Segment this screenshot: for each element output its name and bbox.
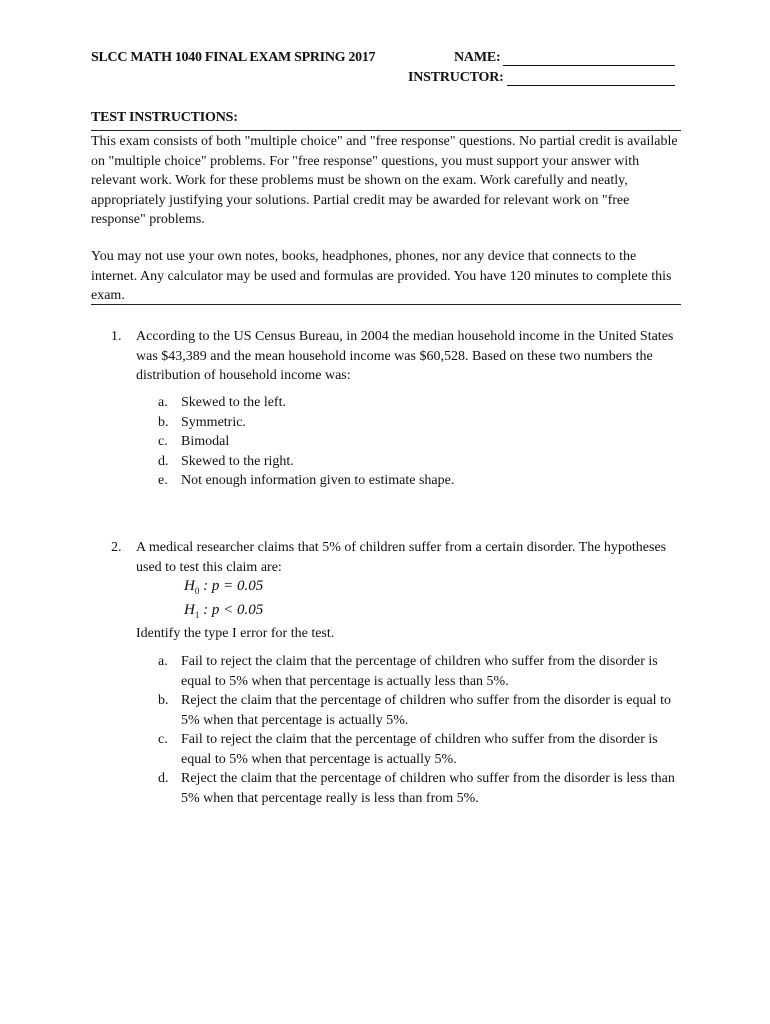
option-letter: c. bbox=[158, 732, 168, 747]
instructions-paragraph: You may not use your own notes, books, headphones, phones, nor any device that connects to the internet. Any calculator may be used and formulas are provided. You have 120 minutes to complete this exam. bbox=[91, 249, 672, 303]
option-letter: d. bbox=[158, 453, 169, 469]
option-letter: e. bbox=[158, 473, 168, 488]
option-text: Fail to reject the claim that the percentage of children who suffer from the disorder is equal to 5% when that percentage is actually 5%. bbox=[181, 732, 658, 767]
option-letter: c. bbox=[158, 434, 168, 449]
option-text: Reject the claim that the percentage of children who suffer from the disorder is equal to 5% when that percentage is actually 5%. bbox=[181, 693, 671, 728]
hypothesis-letter: H bbox=[184, 602, 195, 618]
alternative-hypothesis bbox=[184, 602, 263, 620]
option-text: Skewed to the right. bbox=[181, 453, 294, 469]
hypothesis-letter: H bbox=[184, 578, 195, 594]
divider bbox=[91, 130, 681, 131]
name-label: NAME: bbox=[454, 50, 501, 65]
instructor-label: INSTRUCTOR: bbox=[408, 70, 504, 85]
answer-option[interactable] bbox=[158, 413, 678, 433]
option-text: Bimodal bbox=[181, 434, 230, 449]
answer-option[interactable] bbox=[158, 691, 678, 730]
option-letter: b. bbox=[158, 693, 169, 708]
option-letter: a. bbox=[158, 654, 168, 669]
hypothesis-subscript: 1 bbox=[194, 610, 200, 620]
question-2-options bbox=[158, 652, 678, 808]
answer-option[interactable] bbox=[158, 730, 678, 769]
answer-option[interactable] bbox=[158, 393, 678, 413]
option-letter: b. bbox=[158, 414, 169, 430]
option-text: Not enough information given to estimate shape. bbox=[181, 473, 455, 488]
option-letter: a. bbox=[158, 395, 168, 410]
option-text: Skewed to the left. bbox=[181, 395, 286, 410]
instructor-blank[interactable] bbox=[507, 71, 675, 86]
exam-title: SLCC MATH 1040 FINAL EXAM SPRING 2017 bbox=[91, 50, 376, 65]
answer-option[interactable] bbox=[158, 652, 678, 691]
question-text: A medical researcher claims that 5% of children suffer from a certain disorder. The hypotheses used to test this claim are: bbox=[136, 540, 667, 575]
divider bbox=[91, 304, 681, 305]
null-hypothesis bbox=[184, 578, 263, 596]
hypothesis-subscript: 0 bbox=[194, 586, 200, 596]
question-1-options bbox=[158, 393, 678, 491]
name-blank[interactable] bbox=[503, 51, 675, 66]
instructions-heading: TEST INSTRUCTIONS: bbox=[91, 110, 238, 125]
answer-option[interactable] bbox=[158, 452, 678, 472]
option-letter: d. bbox=[158, 771, 169, 786]
option-text: Symmetric. bbox=[181, 414, 246, 430]
option-text: Fail to reject the claim that the percentage of children who suffer from the disorder is equal to 5% when that percentage is actually less than 5%. bbox=[181, 654, 658, 689]
name-field bbox=[454, 50, 675, 66]
question-prompt: Identify the type I error for the test. bbox=[136, 626, 335, 641]
option-text: Reject the claim that the percentage of children who suffer from the disorder is less than 5% when that percentage really is less than from 5%. bbox=[181, 771, 675, 806]
answer-option[interactable] bbox=[158, 432, 678, 452]
answer-option[interactable] bbox=[158, 471, 678, 491]
instructions-paragraph: This exam consists of both "multiple choice" and "free response" questions. No partial credit is available on "multiple choice" problems. For "free response" questions, you must support your answer with relevant work. Work for these problems must be shown on the exam. Work carefully and neatly, appropriately justifying your solutions. Partial credit may be awarded for relevant work on "free response" problems. bbox=[91, 134, 678, 227]
hypothesis-expression: : p < 0.05 bbox=[199, 602, 264, 618]
question-number: 1. bbox=[111, 329, 122, 344]
answer-option[interactable] bbox=[158, 769, 678, 808]
question-text: According to the US Census Bureau, in 2004 the median household income in the United States was $43,389 and the mean household income was $60,528. Based on these two numbers the distribution of household income was: bbox=[136, 329, 674, 383]
instructor-field bbox=[408, 70, 675, 86]
question-number: 2. bbox=[111, 540, 122, 555]
hypothesis-expression: : p = 0.05 bbox=[199, 578, 264, 594]
